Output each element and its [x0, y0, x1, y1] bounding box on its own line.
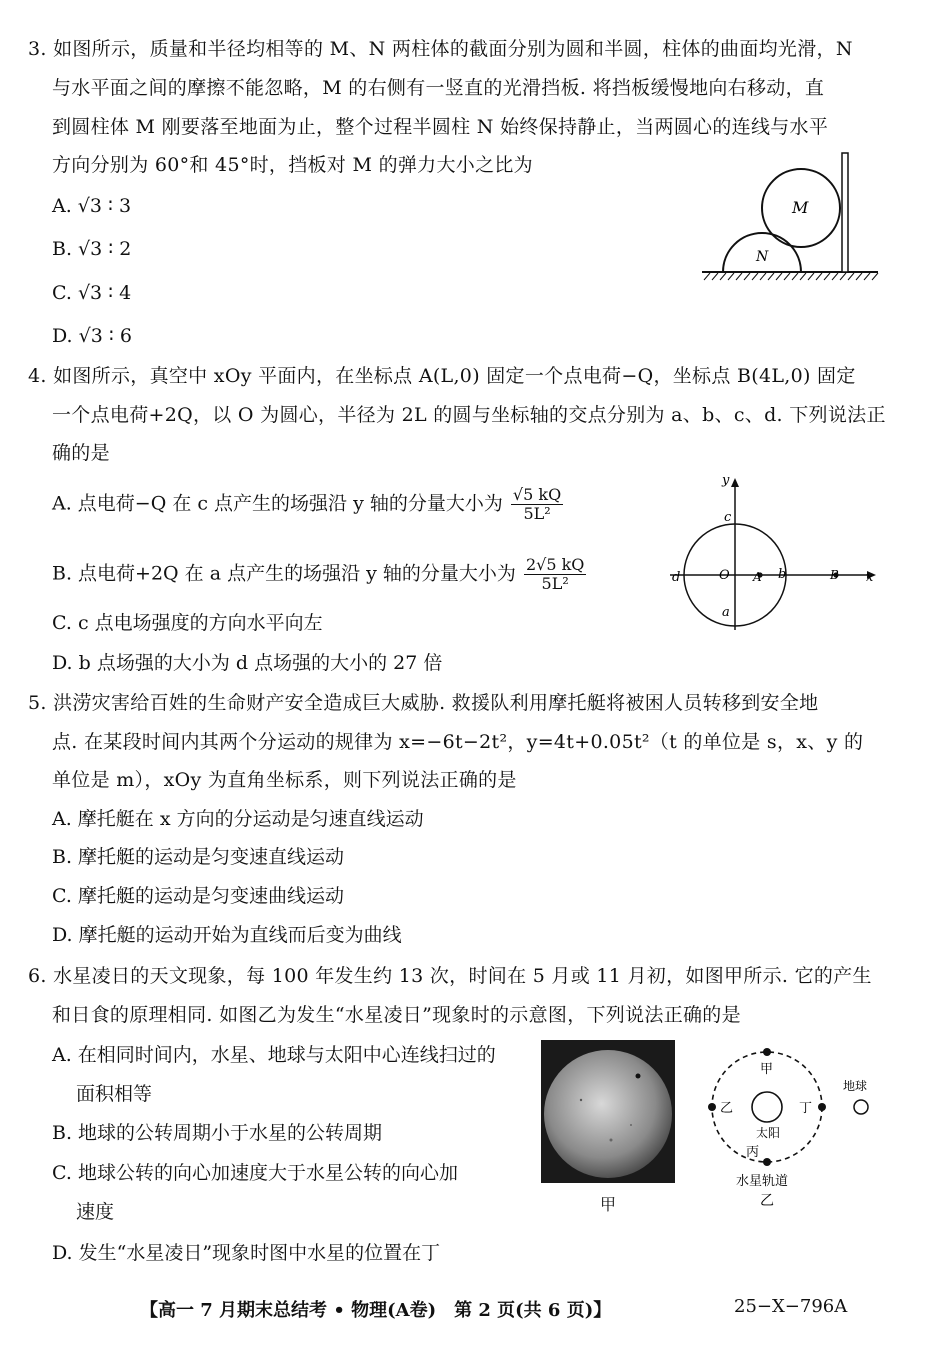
label-o: O — [719, 568, 730, 583]
q4-line-2: 一个点电荷+2Q，以 O 为圆心，半径为 2L 的圆与坐标轴的交点分别为 a、b、c、d. 下列说法正 — [52, 404, 886, 426]
sun-circle — [752, 1092, 782, 1122]
q5-option-b: B. 摩托艇的运动是匀变速直线运动 — [52, 846, 345, 868]
q4-line-3: 确的是 — [52, 442, 110, 464]
mercury-dot — [636, 1074, 641, 1079]
q3-line-4: 方向分别为 60°和 45°时，挡板对 M 的弹力大小之比为 — [52, 154, 533, 176]
q6-option-d: D. 发生“水星凌日”现象时图中水星的位置在丁 — [52, 1242, 441, 1264]
label-b-point: B — [830, 568, 839, 582]
q4-line-1: 4. 如图所示，真空中 xOy 平面内，在坐标点 A(L,0) 固定一个点电荷−Q，坐标点 B(4L,0) 固定 — [28, 365, 856, 387]
label-ding: 丁 — [799, 1101, 813, 1116]
y-axis-arrow — [731, 478, 739, 487]
q6-option-c-cont: 速度 — [76, 1201, 115, 1223]
q4-figure — [660, 470, 890, 635]
q5-option-a: A. 摩托艇在 x 方向的分运动是匀速直线运动 — [52, 808, 424, 830]
y-label: y — [722, 473, 730, 488]
q4-option-d: D. b 点场强的大小为 d 点场强的大小的 27 倍 — [52, 652, 443, 674]
q3-option-a: A. √3 ∶ 3 — [52, 195, 132, 217]
q6-option-c: C. 地球公转的向心加速度大于水星公转的向心加 — [52, 1162, 458, 1184]
label-a-point: A — [753, 570, 762, 584]
exam-code: 25−X−796A — [734, 1296, 848, 1317]
label-earth: 地球 — [843, 1079, 868, 1093]
q3-figure — [690, 145, 890, 290]
q3-option-d: D. √3 ∶ 6 — [52, 325, 132, 347]
q4-option-b-denominator: 5L² — [541, 574, 569, 593]
q5-line-1: 5. 洪涝灾害给百姓的生命财产安全造成巨大威胁. 救援队利用摩托艇将被困人员转移到安全地 — [28, 692, 819, 714]
label-m: M — [792, 198, 809, 217]
q6-option-a: A. 在相同时间内，水星、地球与太阳中心连线扫过的 — [52, 1044, 496, 1066]
q5-line-2: 点. 在某段时间内其两个分运动的规律为 x=−6t−2t²，y=4t+0.05t²（t 的单位是 s，x、y 的 — [52, 731, 864, 753]
baffle-plate — [842, 153, 848, 272]
q3-option-b: B. √3 ∶ 2 — [52, 238, 132, 260]
label-orbit: 水星轨道 — [736, 1174, 789, 1189]
ground-hatch — [704, 273, 878, 280]
label-sun: 太阳 — [756, 1126, 781, 1140]
fig-yi-caption: 乙 — [760, 1193, 774, 1209]
q4-option-b-fraction — [524, 556, 586, 593]
mercury-pos-yi — [708, 1103, 716, 1111]
mercury-pos-jia — [763, 1048, 771, 1056]
q4-option-b-numerator: 2√5 kQ — [525, 555, 585, 574]
q3-line-1: 3. 如图所示，质量和半径均相等的 M、N 两柱体的截面分别为圆和半圆，柱体的曲面均光滑，N — [28, 38, 853, 60]
label-b: b — [778, 567, 787, 582]
q4-option-b — [52, 556, 586, 593]
mercury-pos-bing — [763, 1158, 771, 1166]
page-footer: 【高一 7 月期末总结考 • 物理(A卷) 第 2 页(共 6 页)】 — [140, 1300, 612, 1321]
label-bing: 丙 — [746, 1145, 760, 1160]
q4-option-a-fraction — [511, 486, 563, 523]
q5-line-3: 单位是 m），xOy 为直角坐标系，则下列说法正确的是 — [52, 769, 517, 791]
mercury-pos-ding — [818, 1103, 826, 1111]
q4-option-a — [52, 486, 563, 523]
label-a: a — [722, 605, 730, 620]
q3-option-c: C. √3 ∶ 4 — [52, 282, 132, 304]
fig-jia-caption: 甲 — [600, 1195, 617, 1214]
q4-option-a-denominator: 5L² — [523, 504, 551, 523]
q4-option-b-text: B. 点电荷+2Q 在 a 点产生的场强沿 y 轴的分量大小为 — [52, 562, 516, 585]
label-n: N — [756, 249, 769, 265]
q4-option-c: C. c 点电场强度的方向水平向左 — [52, 612, 323, 634]
mercury-transit-photo — [541, 1040, 675, 1183]
q3-line-3: 到圆柱体 M 刚要落至地面为止，整个过程半圆柱 N 始终保持静止，当两圆心的连线与水平 — [52, 116, 829, 138]
q6-option-a-cont: 面积相等 — [76, 1083, 153, 1105]
q6-line-2: 和日食的原理相同. 如图乙为发生“水星凌日”现象时的示意图，下列说法正确的是 — [52, 1004, 741, 1026]
x-label: x — [866, 570, 874, 585]
orbit-diagram — [700, 1040, 885, 1215]
q6-option-b: B. 地球的公转周期小于水星的公转周期 — [52, 1122, 383, 1144]
q5-option-c: C. 摩托艇的运动是匀变速曲线运动 — [52, 885, 344, 907]
label-d: d — [672, 570, 681, 585]
label-jia: 甲 — [760, 1062, 774, 1077]
q4-option-a-text: A. 点电荷−Q 在 c 点产生的场强沿 y 轴的分量大小为 — [52, 492, 503, 515]
q5-option-d: D. 摩托艇的运动开始为直线而后变为曲线 — [52, 924, 402, 946]
label-yi: 乙 — [720, 1101, 734, 1116]
sun-disk-image — [541, 1040, 675, 1183]
q6-line-1: 6. 水星凌日的天文现象，每 100 年发生约 13 次，时间在 5 月或 11 月初，如图甲所示. 它的产生 — [28, 965, 872, 987]
q4-option-a-numerator: √5 kQ — [512, 485, 562, 504]
label-c: c — [724, 510, 732, 525]
q3-line-2: 与水平面之间的摩擦不能忽略，M 的右侧有一竖直的光滑挡板. 将挡板缓慢地向右移动，直 — [52, 77, 825, 99]
earth-circle — [854, 1100, 868, 1114]
